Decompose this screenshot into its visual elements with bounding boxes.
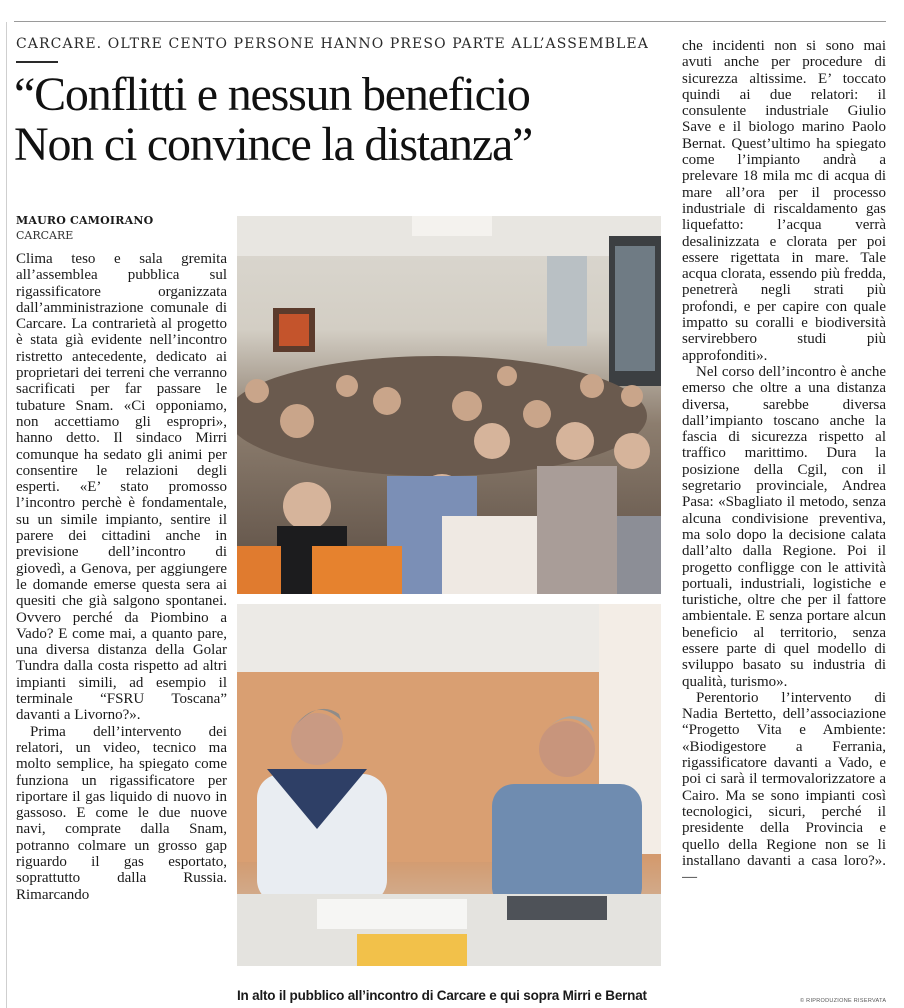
paragraph: Nel corso dell’incontro è anche emerso che oltre a una distanza diversa, sarebbe diversa dall’impianto toscano anche la fascia di sicurezza rispetto al traffico marittimo. Dura la posizione della Cgil, con il segretario provinciale, Andrea Pasa: «Sbagliato il metodo, senza alcuna condivisione preventiva, ma solo dopo la decisione calata dall’alto dalla Regione. Poi il progetto confligge con le attività portuali, industriali, logistiche e turistiche, oltre che per il fattore ambientale. E senza portare alcun beneficio al territorio, senza essere parte di quel modello di sviluppo basato su industria di qualità, turismo». (682, 363, 886, 690)
article-column-1 (16, 251, 227, 1006)
copyright-notice: © RIPRODUZIONE RISERVATA (800, 998, 887, 1004)
paragraph: Clima teso e sala gremita all’assemblea pubblica sul rigassificatore organizzata dall’amministrazione comunale di Carcare. La contrarietà al progetto è stata già evidente nell’incontro ristretto antecedente, dedicato ai proprietari dei terreni che verranno sacrificati per far passare le tubature Snam. «Ci opponiamo, non accettiamo gli espropri», hanno detto. Il sindaco Mirri comunque ha sedato gli animi per consentire le relazioni degli esperti. «E’ stato promosso l’incontro perchè è fondamentale, su un simile impianto, sentire il parere dei cittadini anche in previsione dell’incontro di giovedì, a Genova, per aggiungere le domande emerse questa sera ai quesiti che già salgono spontanei. Ovvero perché da Piombino a Vado? E come mai, a quanto pare, una diversa distanza della Golar Tundra dalla costa rispetto ad altri impianti simili, ad esempio il terminale “FSRU Toscana” davanti a Livorno?». (16, 251, 227, 724)
photo-caption: In alto il pubblico all’incontro di Carcare e qui sopra Mirri e Bernat (237, 988, 647, 1003)
column-rule (6, 22, 7, 1008)
photo-audience (237, 216, 661, 594)
byline-author: MAURO CAMOIRANO (16, 214, 154, 227)
photo-speakers (237, 604, 661, 966)
kicker: CARCARE. OLTRE CENTO PERSONE HANNO PRESO PARTE ALL’ASSEMBLEA (16, 36, 649, 52)
headline (14, 70, 674, 170)
top-rule (14, 21, 886, 22)
headline-line-1: “Conflitti e nessun beneficio (14, 68, 530, 121)
paragraph: che incidenti non si sono mai avuti anche per procedure di sicurezza altissime. E’ toccato quindi ai due relatori: il consulente industriale Giulio Save e il biologo marino Paolo Bernat. Quest’ultimo ha spiegato come l’impianto andrà a prelevare 18 mila mc di acqua di mare all’ora per il processo industriale di riscaldamento gas liquefatto: l’acqua verrà desalinizzata e clorata per poi essere rigettata in mare. Tale acqua clorata, essendo più fredda, penetrerà negli strati più profondi, e per capire con quale impatto su coralli e biodiversità servirebbero studi più approfonditi». (682, 38, 886, 364)
photo-speakers-illustration (237, 604, 661, 966)
paragraph: Perentorio l’intervento di Nadia Bertetto, dell’associazione “Progetto Vita e Ambiente: «Biodigestore a Ferrania, rigassificatore davanti a Vado, e poi ci sarà il termovalorizzatore a Cairo. Ma se sono impianti così tecnologici, sicuri, perché il presidente della Provincia e quello della Regione non se li installano davanti a casa loro?». — (682, 689, 886, 886)
kicker-rule (16, 61, 58, 63)
article-column-3 (682, 38, 886, 988)
headline-line-2: Non ci convince la distanza” (14, 118, 533, 171)
paragraph: Prima dell’intervento dei relatori, un video, tecnico ma molto semplice, ha spiegato come funziona un rigassificatore per riportare il gas liquido di nuovo in gassoso. E come le due nuove navi, comprate dalla Snam, potranno colmare un grosso gap riguardo il gas esportato, soprattutto dalla Russia. Rimarcando (16, 723, 227, 903)
byline-place: CARCARE (16, 229, 74, 242)
photo-audience-illustration (237, 216, 661, 594)
